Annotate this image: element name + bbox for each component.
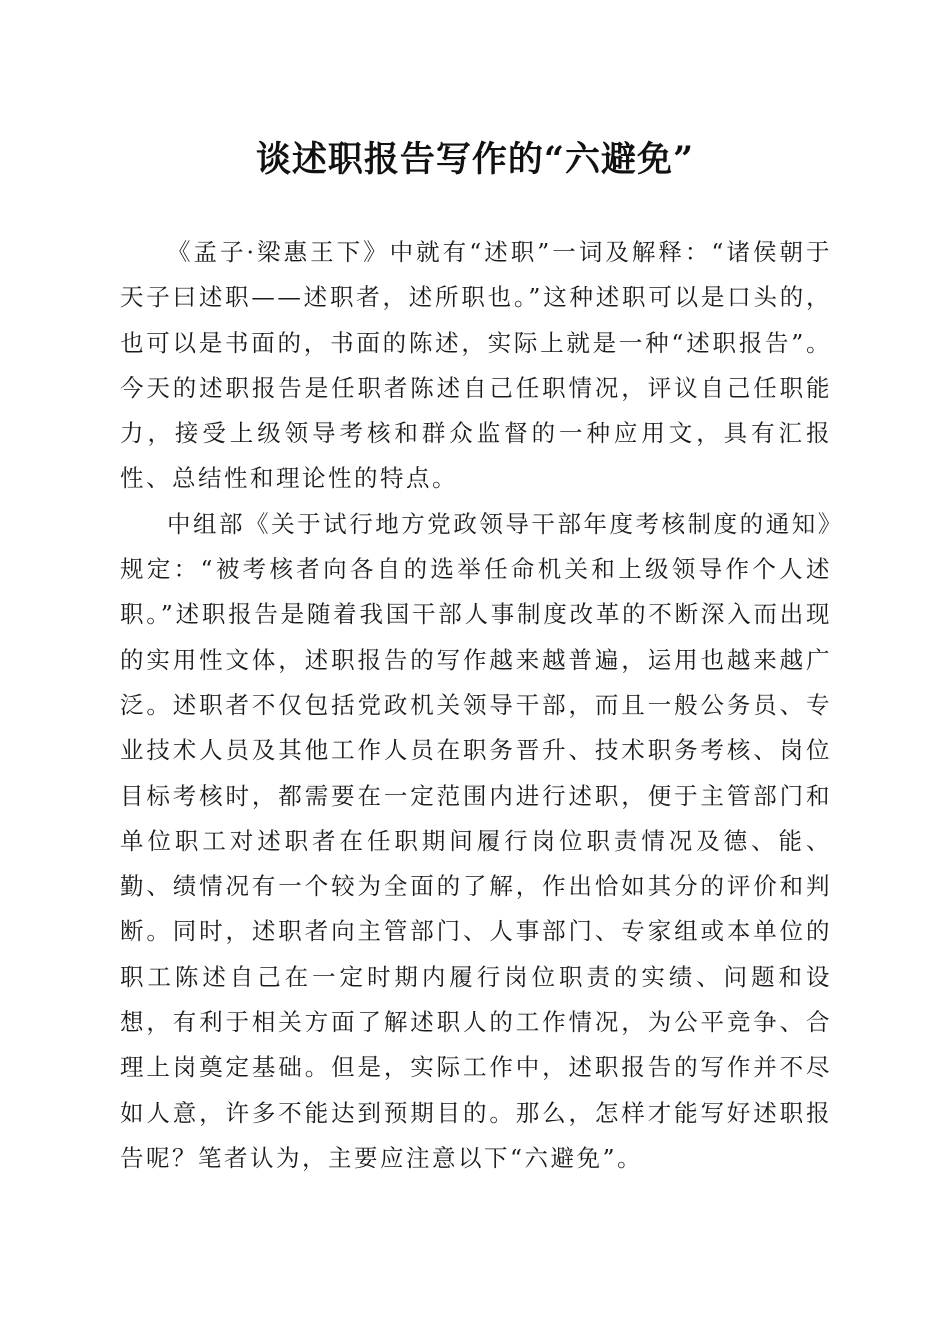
- paragraph-intro: 《孟子·梁惠王下》中就有“述职”一词及解释：“诸侯朝于天子曰述职——述职者，述所职也。”这种述职可以是口头的，也可以是书面的，书面的陈述，实际上就是一种“述职报告”。今天的述职报告是任职者陈述自己任职情况，评议自己任职能力，接受上级领导考核和群众监督的一种应用文，具有汇报性、总结性和理论性的特点。: [120, 238, 832, 493]
- document-body: [120, 230, 832, 1181]
- paragraph-main: 中组部《关于试行地方党政领导干部年度考核制度的通知》规定：“被考核者向各自的选举任命机关和上级领导作个人述职。”述职报告是随着我国干部人事制度改革的不断深入而出现的实用性文体，述职报告的写作越来越普遍，运用也越来越广泛。述职者不仅包括党政机关领导干部，而且一般公务员、专业技术人员及其他工作人员在职务晋升、技术职务考核、岗位目标考核时，都需要在一定范围内进行述职，便于主管部门和单位职工对述职者在任职期间履行岗位职责情况及德、能、勤、绩情况有一个较为全面的了解，作出恰如其分的评价和判断。同时，述职者向主管部门、人事部门、专家组或本单位的职工陈述自己在一定时期内履行岗位职责的实绩、问题和设想，有利于相关方面了解述职人的工作情况，为公平竞争、合理上岗奠定基础。但是，实际工作中，述职报告的写作并不尽如人意，许多不能达到预期目的。那么，怎样才能写好述职报告呢？笔者认为，主要应注意以下“六避免”。: [120, 509, 832, 1172]
- document-title: 谈述职报告写作的“六避免”: [255, 139, 695, 180]
